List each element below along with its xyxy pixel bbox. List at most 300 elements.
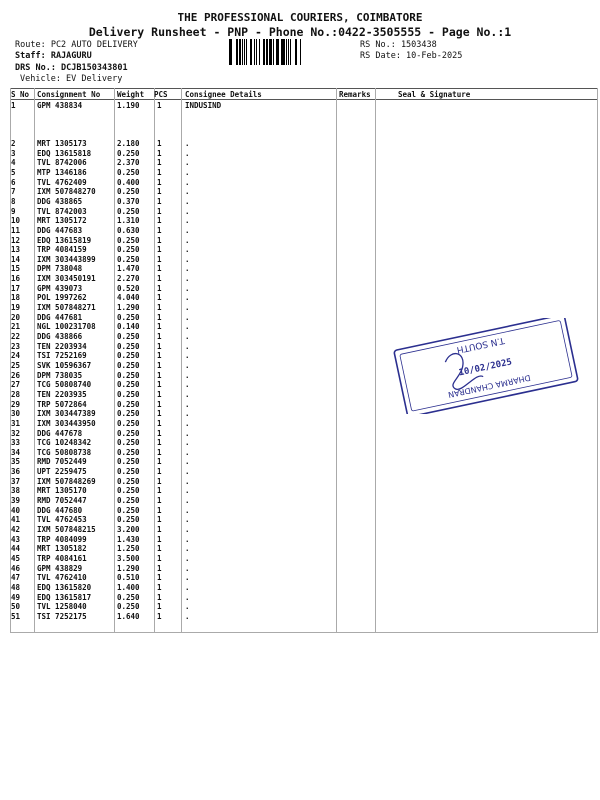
- row-weight: 1.400: [117, 582, 140, 592]
- row-sno: 24: [11, 351, 21, 361]
- table-row: [0, 467, 600, 477]
- row-details: .: [185, 409, 190, 419]
- row-pcs: 1: [157, 312, 162, 322]
- row-sno: 8: [11, 196, 16, 206]
- table-row: [0, 419, 600, 429]
- row-sno: 35: [11, 457, 21, 467]
- row-weight: 4.040: [117, 293, 140, 303]
- row-details: .: [185, 515, 190, 525]
- row-weight: 0.250: [117, 148, 140, 158]
- row-sno: 19: [11, 303, 21, 313]
- row-sno: 22: [11, 332, 21, 341]
- row-consignment: TVL 8742003: [37, 206, 87, 216]
- rs-date: RS Date: 10-Feb-2025: [360, 51, 463, 61]
- row-pcs: 1: [157, 206, 162, 216]
- row-consignment: DDG 438865: [37, 196, 83, 206]
- row-details: .: [185, 139, 190, 148]
- table-row: [0, 583, 600, 593]
- table-row: [0, 274, 600, 284]
- row-sno: 34: [11, 447, 21, 457]
- row-weight: 3.500: [117, 553, 140, 563]
- row-details: .: [185, 592, 190, 602]
- row-pcs: 1: [157, 525, 162, 534]
- row-pcs: 1: [157, 187, 162, 197]
- table-row: [0, 602, 600, 612]
- row-weight: 0.250: [117, 370, 140, 380]
- row-sno: 11: [11, 225, 21, 235]
- row-consignment: IXM 507848269: [37, 476, 96, 486]
- row-pcs: 1: [157, 515, 162, 525]
- table-row: [0, 101, 600, 111]
- header-weight: Weight: [117, 90, 145, 99]
- row-details: .: [185, 582, 190, 592]
- row-weight: 2.180: [117, 139, 140, 148]
- row-sno: 32: [11, 428, 21, 438]
- row-sno: 25: [11, 360, 21, 370]
- row-details: .: [185, 225, 190, 235]
- row-details: .: [185, 245, 190, 255]
- row-weight: 0.510: [117, 573, 140, 583]
- table-row: [0, 448, 600, 458]
- rs-number: RS No.: 1503438: [360, 40, 437, 50]
- row-details: .: [185, 283, 190, 293]
- row-pcs: 1: [157, 332, 162, 341]
- row-pcs: 1: [157, 225, 162, 235]
- row-consignment: IXM 507848271: [37, 303, 96, 313]
- row-details: .: [185, 293, 190, 303]
- runsheet-title: Delivery Runsheet - PNP - Phone No.:0422-3505555 - Page No.:1: [88, 25, 512, 39]
- row-consignment: TVL 4762409: [37, 177, 87, 187]
- row-sno: 40: [11, 505, 21, 515]
- row-weight: 0.250: [117, 418, 140, 428]
- row-weight: 0.250: [117, 206, 140, 216]
- table-row: [0, 535, 600, 545]
- row-pcs: 1: [157, 148, 162, 158]
- row-sno: 1: [11, 101, 16, 110]
- row-details: .: [185, 264, 190, 274]
- row-sno: 33: [11, 438, 21, 448]
- row-weight: 0.370: [117, 196, 140, 206]
- table-row: [0, 168, 600, 178]
- header-pcs: PCS: [154, 90, 168, 99]
- row-sno: 10: [11, 216, 21, 226]
- row-sno: 42: [11, 525, 21, 534]
- stamp-text-top: T.N SOUTH: [455, 334, 506, 355]
- row-sno: 23: [11, 341, 21, 351]
- row-details: .: [185, 553, 190, 563]
- row-pcs: 1: [157, 544, 162, 554]
- row-weight: 0.250: [117, 360, 140, 370]
- row-sno: 31: [11, 418, 21, 428]
- row-details: .: [185, 399, 190, 409]
- row-pcs: 1: [157, 274, 162, 284]
- row-consignment: IXM 303447389: [37, 409, 96, 419]
- table-header-rule: [10, 99, 598, 100]
- row-pcs: 1: [157, 428, 162, 438]
- row-consignment: POL 1997262: [37, 293, 87, 303]
- row-sno: 29: [11, 399, 21, 409]
- row-sno: 37: [11, 476, 21, 486]
- row-weight: 1.430: [117, 534, 140, 544]
- row-details: .: [185, 148, 190, 158]
- row-consignment: TVL 4762410: [37, 573, 87, 583]
- table-row: [0, 255, 600, 265]
- row-details: .: [185, 447, 190, 457]
- row-pcs: 1: [157, 370, 162, 380]
- table-row: [0, 506, 600, 516]
- row-consignment: MTP 1346186: [37, 167, 87, 177]
- row-consignment: EDQ 13615817: [37, 592, 92, 602]
- row-sno: 38: [11, 486, 21, 496]
- row-weight: 0.250: [117, 457, 140, 467]
- table-bottom-rule: [10, 632, 598, 633]
- row-consignment: IXM 303443950: [37, 418, 96, 428]
- row-consignment: DPM 738035: [37, 370, 83, 380]
- table-row: [0, 525, 600, 535]
- row-consignment: TCG 50808738: [37, 447, 92, 457]
- header-sno: S No: [11, 90, 30, 99]
- row-weight: 1.310: [117, 216, 140, 226]
- table-top-rule: [10, 88, 598, 89]
- row-details: .: [185, 457, 190, 467]
- row-weight: 0.250: [117, 341, 140, 351]
- table-row: [0, 593, 600, 603]
- row-weight: 0.250: [117, 351, 140, 361]
- row-consignment: MRT 1305172: [37, 216, 87, 226]
- row-pcs: 1: [157, 283, 162, 293]
- row-pcs: 1: [157, 380, 162, 390]
- row-details: .: [185, 167, 190, 177]
- row-details: .: [185, 438, 190, 448]
- row-sno: 49: [11, 592, 21, 602]
- row-weight: 0.250: [117, 399, 140, 409]
- table-row: [0, 496, 600, 506]
- row-pcs: 1: [157, 196, 162, 206]
- row-weight: 0.250: [117, 438, 140, 448]
- row-sno: 5: [11, 167, 16, 177]
- row-details: .: [185, 370, 190, 380]
- row-pcs: 1: [157, 389, 162, 399]
- row-details: .: [185, 341, 190, 351]
- row-details: .: [185, 360, 190, 370]
- barcode: [229, 39, 353, 65]
- row-details: .: [185, 322, 190, 332]
- row-weight: 0.250: [117, 235, 140, 245]
- row-weight: 0.250: [117, 515, 140, 525]
- row-weight: 0.250: [117, 486, 140, 496]
- header-seal: Seal & Signature: [398, 90, 471, 99]
- table-row: [0, 149, 600, 159]
- table-row: [0, 187, 600, 197]
- header-remarks: Remarks: [339, 90, 371, 99]
- row-weight: 0.250: [117, 187, 140, 197]
- row-sno: 30: [11, 409, 21, 419]
- table-row: [0, 303, 600, 313]
- row-weight: 0.250: [117, 602, 140, 612]
- row-pcs: 1: [157, 216, 162, 226]
- row-consignment: EDQ 13615820: [37, 582, 92, 592]
- row-details: .: [185, 389, 190, 399]
- row-pcs: 1: [157, 158, 162, 168]
- row-pcs: 1: [157, 476, 162, 486]
- row-details: .: [185, 544, 190, 554]
- row-details: .: [185, 216, 190, 226]
- row-consignment: TEN 2203935: [37, 389, 87, 399]
- row-weight: 0.630: [117, 225, 140, 235]
- row-sno: 26: [11, 370, 21, 380]
- table-row: [0, 226, 600, 236]
- row-pcs: 1: [157, 438, 162, 448]
- row-sno: 21: [11, 322, 21, 332]
- row-consignment: RMD 7052449: [37, 457, 87, 467]
- row-sno: 18: [11, 293, 21, 303]
- row-consignment: DDG 447678: [37, 428, 83, 438]
- table-row: [0, 264, 600, 274]
- row-details: .: [185, 534, 190, 544]
- row-weight: 0.400: [117, 177, 140, 187]
- table-row: [0, 477, 600, 487]
- row-sno: 51: [11, 611, 21, 621]
- row-pcs: 1: [157, 264, 162, 274]
- row-consignment: DDG 447683: [37, 225, 83, 235]
- row-pcs: 1: [157, 505, 162, 515]
- header-consignment: Consignment No: [37, 90, 101, 99]
- row-pcs: 1: [157, 360, 162, 370]
- row-weight: 0.250: [117, 245, 140, 255]
- row-consignment: MRT 1305173: [37, 139, 87, 148]
- row-consignment: RMD 7052447: [37, 496, 87, 506]
- row-sno: 39: [11, 496, 21, 506]
- row-pcs: 1: [157, 254, 162, 264]
- table-row: [0, 573, 600, 583]
- row-pcs: 1: [157, 101, 162, 110]
- row-pcs: 1: [157, 409, 162, 419]
- row-sno: 50: [11, 602, 21, 612]
- row-pcs: 1: [157, 341, 162, 351]
- row-sno: 14: [11, 254, 21, 264]
- row-sno: 13: [11, 245, 21, 255]
- row-weight: 0.250: [117, 505, 140, 515]
- row-consignment: DDG 447681: [37, 312, 83, 322]
- row-details: .: [185, 505, 190, 515]
- row-consignment: DPM 738048: [37, 264, 83, 274]
- row-weight: 0.250: [117, 447, 140, 457]
- row-details: .: [185, 187, 190, 197]
- table-row: [0, 429, 600, 439]
- row-weight: 1.190: [117, 101, 140, 110]
- row-consignment: TVL 4762453: [37, 515, 87, 525]
- table-row: [0, 245, 600, 255]
- row-consignment: MRT 1305170: [37, 486, 87, 496]
- row-sno: 43: [11, 534, 21, 544]
- row-pcs: 1: [157, 611, 162, 621]
- row-pcs: 1: [157, 553, 162, 563]
- row-consignment: TSI 7252169: [37, 351, 87, 361]
- row-details: .: [185, 418, 190, 428]
- row-consignment: DDG 438866: [37, 332, 83, 341]
- row-pcs: 1: [157, 139, 162, 148]
- row-weight: 0.250: [117, 380, 140, 390]
- staff-label: Staff: RAJAGURU: [15, 51, 92, 61]
- company-title: THE PROFESSIONAL COURIERS, COIMBATORE: [177, 11, 423, 24]
- row-details: .: [185, 235, 190, 245]
- row-pcs: 1: [157, 167, 162, 177]
- row-pcs: 1: [157, 418, 162, 428]
- row-pcs: 1: [157, 293, 162, 303]
- table-row: [0, 284, 600, 294]
- row-pcs: 1: [157, 235, 162, 245]
- table-row: [0, 612, 600, 622]
- row-weight: 0.250: [117, 476, 140, 486]
- row-consignment: TCG 10248342: [37, 438, 92, 448]
- row-consignment: GPM 438834: [37, 101, 83, 110]
- row-consignment: IXM 303443899: [37, 254, 96, 264]
- row-details: .: [185, 428, 190, 438]
- row-consignment: IXM 507848270: [37, 187, 96, 197]
- stamp-text-bottom: DHARMA CHANDRAN: [447, 372, 532, 400]
- row-details: .: [185, 496, 190, 506]
- row-details: .: [185, 158, 190, 168]
- row-pcs: 1: [157, 602, 162, 612]
- row-weight: 2.270: [117, 274, 140, 284]
- row-weight: 1.470: [117, 264, 140, 274]
- row-sno: 36: [11, 467, 21, 477]
- seal-stamp: [385, 318, 585, 414]
- row-pcs: 1: [157, 592, 162, 602]
- stamp-date: 10/02/2025: [457, 357, 513, 379]
- row-weight: 0.140: [117, 322, 140, 332]
- row-sno: 28: [11, 389, 21, 399]
- row-consignment: EDQ 13615818: [37, 148, 92, 158]
- row-sno: 7: [11, 187, 16, 197]
- row-weight: 0.250: [117, 428, 140, 438]
- row-pcs: 1: [157, 496, 162, 506]
- row-pcs: 1: [157, 177, 162, 187]
- row-weight: 0.250: [117, 389, 140, 399]
- row-weight: 0.250: [117, 467, 140, 477]
- row-weight: 0.250: [117, 592, 140, 602]
- row-consignment: TVL 8742006: [37, 158, 87, 168]
- row-weight: 0.250: [117, 496, 140, 506]
- table-row: [0, 158, 600, 168]
- row-consignment: MRT 1305182: [37, 544, 87, 554]
- row-consignment: TRP 4084099: [37, 534, 87, 544]
- row-pcs: 1: [157, 467, 162, 477]
- row-details: .: [185, 196, 190, 206]
- row-sno: 20: [11, 312, 21, 322]
- row-details: INDUSIND: [185, 101, 222, 110]
- row-pcs: 1: [157, 457, 162, 467]
- table-row: [0, 236, 600, 246]
- row-pcs: 1: [157, 563, 162, 573]
- row-details: .: [185, 274, 190, 284]
- table-row: [0, 564, 600, 574]
- table-row: [0, 515, 600, 525]
- table-row: [0, 197, 600, 207]
- table-row: [0, 486, 600, 496]
- header-details: Consignee Details: [185, 90, 262, 99]
- row-sno: 4: [11, 158, 16, 168]
- row-sno: 15: [11, 264, 21, 274]
- row-weight: 0.250: [117, 312, 140, 322]
- row-weight: 0.250: [117, 254, 140, 264]
- row-consignment: IXM 507848215: [37, 525, 96, 534]
- table-row: [0, 554, 600, 564]
- row-sno: 45: [11, 553, 21, 563]
- row-sno: 48: [11, 582, 21, 592]
- row-sno: 17: [11, 283, 21, 293]
- row-weight: 2.370: [117, 158, 140, 168]
- row-details: .: [185, 525, 190, 534]
- row-weight: 0.520: [117, 283, 140, 293]
- row-weight: 0.250: [117, 409, 140, 419]
- row-sno: 2: [11, 139, 16, 148]
- row-weight: 3.200: [117, 525, 140, 534]
- row-consignment: NGL 100231708: [37, 322, 96, 332]
- row-details: .: [185, 467, 190, 477]
- row-details: .: [185, 254, 190, 264]
- row-pcs: 1: [157, 573, 162, 583]
- row-details: .: [185, 303, 190, 313]
- row-sno: 12: [11, 235, 21, 245]
- row-consignment: UPT 2259475: [37, 467, 87, 477]
- row-consignment: TRP 4084159: [37, 245, 87, 255]
- row-pcs: 1: [157, 534, 162, 544]
- table-row: [0, 178, 600, 188]
- table-row: [0, 139, 600, 149]
- table-row: [0, 457, 600, 467]
- row-consignment: TEN 2203934: [37, 341, 87, 351]
- row-details: .: [185, 573, 190, 583]
- row-sno: 6: [11, 177, 16, 187]
- row-weight: 1.640: [117, 611, 140, 621]
- row-pcs: 1: [157, 486, 162, 496]
- row-details: .: [185, 206, 190, 216]
- row-details: .: [185, 602, 190, 612]
- row-consignment: GPM 439073: [37, 283, 83, 293]
- row-details: .: [185, 312, 190, 322]
- row-details: .: [185, 177, 190, 187]
- table-row: [0, 216, 600, 226]
- row-consignment: TCG 50808740: [37, 380, 92, 390]
- row-consignment: GPM 438829: [37, 563, 83, 573]
- row-weight: 0.250: [117, 167, 140, 177]
- row-weight: 1.290: [117, 563, 140, 573]
- row-sno: 46: [11, 563, 21, 573]
- row-sno: 3: [11, 148, 16, 158]
- row-pcs: 1: [157, 303, 162, 313]
- row-consignment: EDQ 13615819: [37, 235, 92, 245]
- row-weight: 0.250: [117, 332, 140, 341]
- row-pcs: 1: [157, 582, 162, 592]
- row-consignment: TRP 5072864: [37, 399, 87, 409]
- row-details: .: [185, 563, 190, 573]
- barcode-bar: [301, 39, 303, 65]
- row-consignment: TRP 4084161: [37, 553, 87, 563]
- row-consignment: TVL 1258040: [37, 602, 87, 612]
- row-details: .: [185, 611, 190, 621]
- row-details: .: [185, 351, 190, 361]
- row-pcs: 1: [157, 447, 162, 457]
- row-pcs: 1: [157, 322, 162, 332]
- drs-number: DRS No.: DCJB150343801: [15, 63, 128, 73]
- row-sno: 47: [11, 573, 21, 583]
- row-pcs: 1: [157, 351, 162, 361]
- row-pcs: 1: [157, 245, 162, 255]
- route-label: Route: PC2 AUTO DELIVERY: [15, 40, 138, 50]
- row-details: .: [185, 486, 190, 496]
- row-details: .: [185, 380, 190, 390]
